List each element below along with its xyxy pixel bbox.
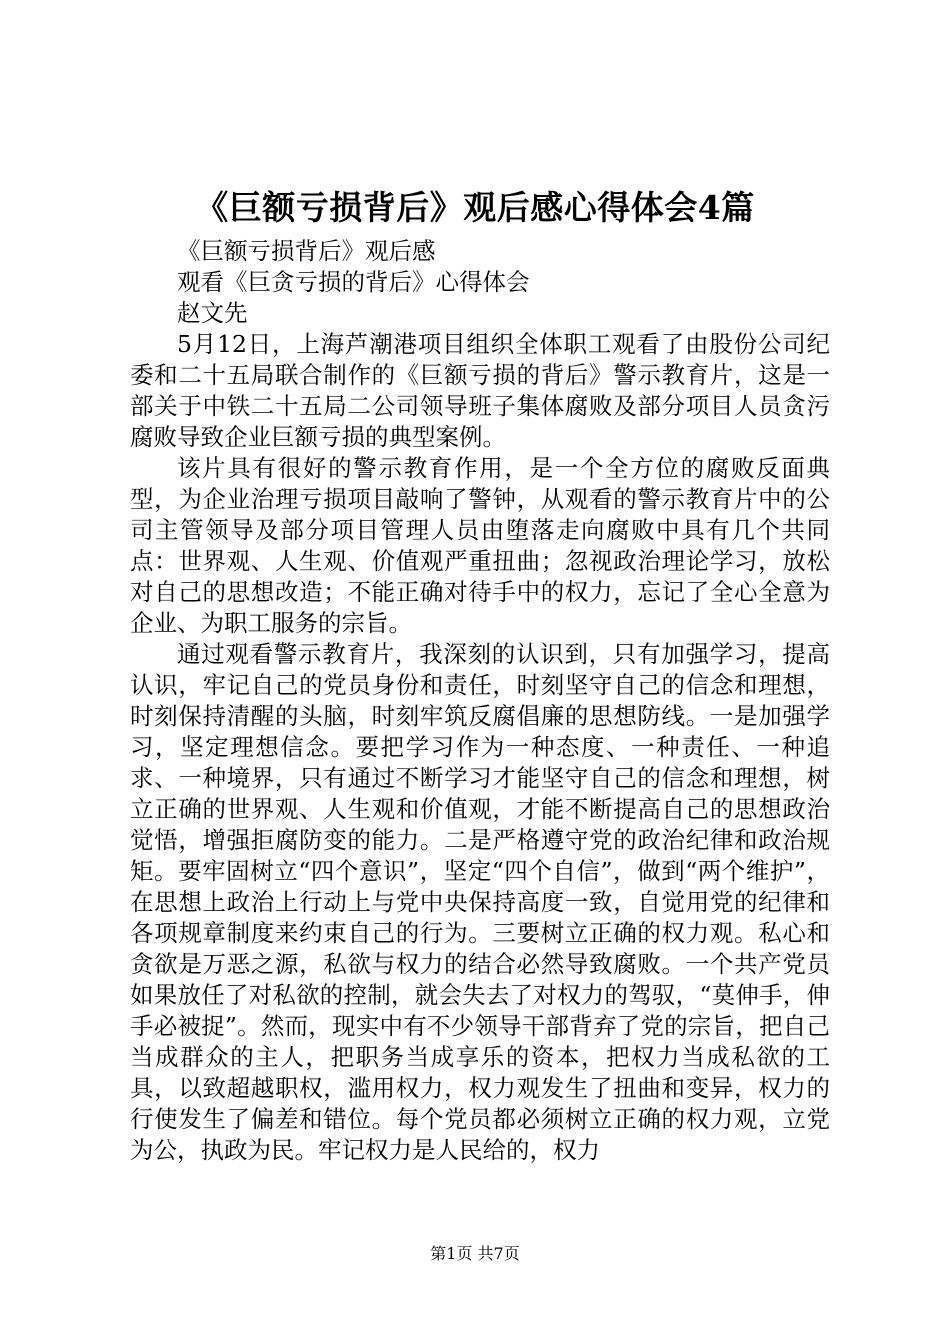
- document-body: [130, 236, 830, 1166]
- paragraph-subtitle: 《巨额亏损背后》观后感: [177, 237, 436, 265]
- paragraph-author: 赵文先: [177, 299, 248, 327]
- paragraph-heading: 观看《巨贪亏损的背后》心得体会: [177, 268, 530, 296]
- paragraph-analysis: 该片具有很好的警示教育作用，是一个全方位的腐败反面典型，为企业治理亏损项目敲响了警钟，从观看的警示教育片中的公司主管领导及部分项目管理人员由堕落走向腐败中具有几个共同点：世界观、人生观、价值观严重扭曲；忽视政治理论学习，放松对自己的思想改造；不能正确对待手中的权力，忘记了全心全意为企业、为职工服务的宗旨。: [130, 454, 830, 637]
- document-title: 《巨额亏损背后》观后感心得体会4篇: [195, 188, 755, 227]
- paragraph-intro: 5月12日，上海芦潮港项目组织全体职工观看了由股份公司纪委和二十五局联合制作的《巨额亏损的背后》警示教育片，这是一部关于中铁二十五局二公司领导班子集体腐败及部分项目人员贪污腐败导致企业巨额亏损的典型案例。: [130, 330, 830, 451]
- paragraph-reflection: 通过观看警示教育片，我深刻的认识到，只有加强学习，提高认识，牢记自己的党员身份和责任，时刻坚守自己的信念和理想，时刻保持清醒的头脑，时刻牢筑反腐倡廉的思想防线。一是加强学习，坚定理想信念。要把学习作为一种态度、一种责任、一种追求、一种境界，只有通过不断学习才能坚守自己的信念和理想，树立正确的世界观、人生观和价值观，才能不断提高自己的思想政治觉悟，增强拒腐防变的能力。二是严格遵守党的政治纪律和政治规矩。要牢固树立“四个意识”，坚定“四个自信”，做到“两个维护”，在思想上政治上行动上与党中央保持高度一致，自觉用党的纪律和各项规章制度来约束自己的行为。三要树立正确的权力观。私心和贪欲是万恶之源，私欲与权力的结合必然导致腐败。一个共产党员如果放任了对私欲的控制，就会失去了对权力的驾驭，“莫伸手，伸手必被捉”。然而，现实中有不少领导干部背弃了党的宗旨，把自己当成群众的主人，把职务当成享乐的资本，把权力当成私欲的工具，以致超越职权，滥用权力，权力观发生了扭曲和变异，权力的行使发生了偏差和错位。每个党员都必须树立正确的权力观，立党为公，执政为民。牢记权力是人民给的，权力: [130, 640, 830, 1164]
- page-number: 第1页 共7页: [430, 1244, 520, 1263]
